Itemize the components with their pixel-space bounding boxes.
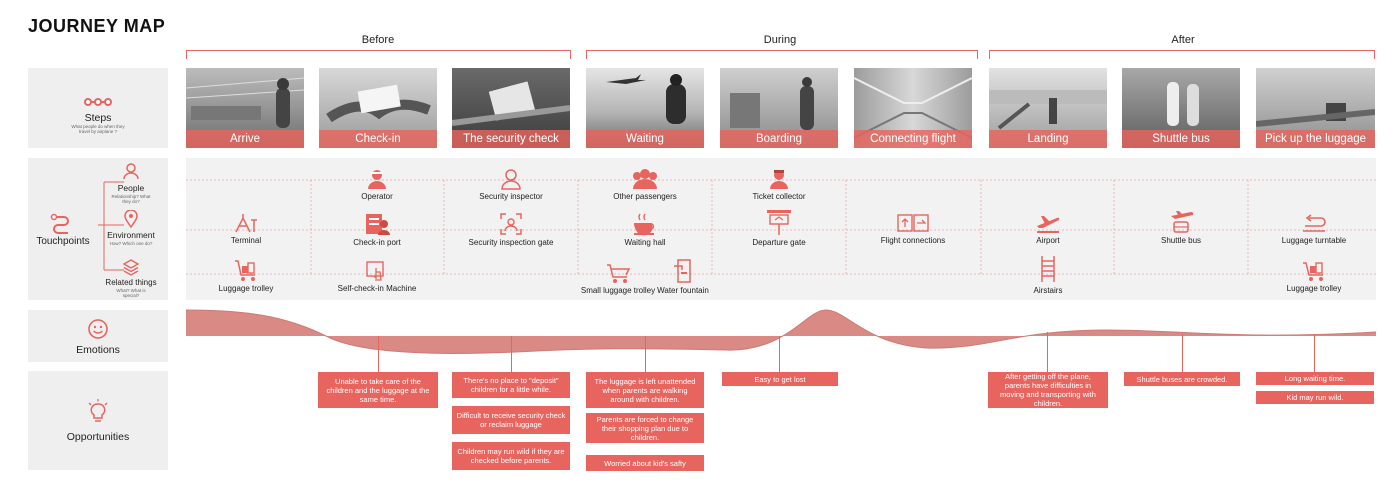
tp-luggage-trolley-2: Luggage trolley — [1254, 260, 1374, 293]
location-pin-icon — [123, 210, 139, 228]
tp-luggage-turntable: Luggage turntable — [1254, 212, 1374, 245]
connector-line — [645, 336, 646, 374]
check-in-port-icon — [364, 212, 390, 236]
step-label-check-in: Check-in — [319, 130, 437, 148]
opportunity-card: There's no place to "deposit" children for a little while. — [452, 372, 570, 398]
step-label-landing: Landing — [989, 130, 1107, 148]
tp-shuttle-bus: Shuttle bus — [1121, 210, 1241, 245]
step-label-pick-up-luggage: Pick up the luggage — [1256, 130, 1375, 148]
opportunity-card: Long waiting time. — [1256, 372, 1374, 385]
step-card-check-in — [319, 68, 437, 148]
opportunity-card: Worried about kid's safty — [586, 455, 704, 471]
trolley-icon — [233, 258, 259, 282]
tp-ticket-collector: Ticket collector — [719, 168, 839, 201]
touchpoints-label: Touchpoints — [36, 236, 90, 247]
people-label: People — [117, 183, 145, 193]
tp-security-gate: Security inspection gate — [451, 212, 571, 247]
group-icon — [630, 168, 660, 190]
trolley-icon — [1301, 260, 1327, 282]
opportunity-card: Shuttle buses are crowded. — [1124, 372, 1240, 386]
phase-before: Before — [361, 34, 395, 46]
environment-label: Environment — [107, 230, 155, 240]
tp-small-luggage-trolley: Small luggage trolley — [558, 262, 678, 295]
connector-line — [511, 336, 512, 374]
connector-line — [1314, 334, 1315, 372]
opportunity-card: Difficult to receive security check or reclaim luggage — [452, 406, 570, 434]
tp-terminal: Terminal — [186, 212, 306, 245]
tp-airport: Airport — [988, 212, 1108, 245]
step-card-arrive — [186, 68, 304, 148]
gate-sign-icon — [766, 208, 792, 236]
tp-security-inspector: Security inspector — [451, 168, 571, 201]
opportunity-card: Easy to get lost — [722, 372, 838, 386]
smiley-icon — [87, 318, 109, 340]
lightbulb-icon — [87, 399, 109, 427]
turntable-icon — [1301, 212, 1327, 234]
bracket-during — [586, 50, 978, 58]
plane-bus-icon — [1167, 210, 1195, 234]
tp-self-check-in-machine: Self-check-in Machine — [317, 260, 437, 293]
step-label-shuttle-bus: Shuttle bus — [1122, 130, 1240, 148]
step-card-waiting — [586, 68, 704, 148]
people-icon — [122, 162, 140, 180]
tp-waiting-hall: Waiting hall — [585, 212, 705, 247]
bracket-before — [186, 50, 571, 58]
step-card-connecting-flight — [854, 68, 972, 148]
touchpoints-panel — [186, 158, 1376, 300]
opportunity-card: The luggage is left unattended when parents are walking around with children. — [586, 372, 704, 408]
opportunity-card: Unable to take care of the children and the luggage at the same time. — [318, 372, 438, 408]
step-label-boarding: Boarding — [720, 130, 838, 148]
row-label-opportunities — [28, 371, 168, 470]
phase-during: During — [763, 34, 797, 46]
connection-sign-icon — [896, 212, 930, 234]
step-label-connecting-flight: Connecting flight — [854, 130, 972, 148]
people-sub: Relationship? What they do? — [111, 194, 151, 204]
page-title: JOURNEY MAP — [28, 16, 166, 36]
row-label-touchpoints — [28, 158, 168, 300]
related-sub: What? What is special? — [116, 288, 146, 298]
emotions-label: Emotions — [76, 344, 120, 356]
environment-sub: How? Which one do? — [109, 241, 153, 246]
step-card-security-check — [452, 68, 570, 148]
opportunity-card: Children may run wild if they are checked before parents. — [452, 442, 570, 470]
bracket-after — [989, 50, 1375, 58]
opportunity-card: Kid may run wild. — [1256, 391, 1374, 404]
connector-line — [1047, 332, 1048, 374]
tp-check-in-port: Check-in port — [317, 212, 437, 247]
row-label-emotions — [28, 310, 168, 362]
security-gate-icon — [499, 212, 523, 236]
collector-icon — [768, 168, 790, 190]
connector-line — [1182, 334, 1183, 372]
step-label-arrive: Arrive — [186, 130, 304, 148]
tp-flight-connections: Flight connections — [853, 212, 973, 245]
tp-operator: Operator — [317, 168, 437, 201]
coffee-cup-icon — [632, 212, 658, 236]
airstairs-icon — [1038, 254, 1058, 284]
tp-water-fountain: Water fountain — [623, 258, 743, 295]
layers-icon — [122, 258, 140, 276]
connector-line — [779, 336, 780, 372]
terminal-icon — [233, 212, 259, 234]
touch-screen-icon — [365, 260, 389, 282]
steps-icon — [84, 96, 112, 108]
step-label-waiting: Waiting — [586, 130, 704, 148]
tp-other-passengers: Other passengers — [585, 168, 705, 201]
tp-airstairs: Airstairs — [988, 254, 1108, 295]
emotion-curve — [186, 308, 1376, 364]
step-card-landing — [989, 68, 1107, 148]
step-card-shuttle-bus — [1122, 68, 1240, 148]
step-label-security-check: The security check — [452, 130, 570, 148]
connector-line — [378, 336, 379, 374]
tp-departure-gate: Departure gate — [719, 208, 839, 247]
opportunities-label: Opportunities — [66, 431, 130, 443]
touchpoints-icon — [50, 212, 72, 234]
phase-after: After — [1171, 34, 1195, 46]
steps-label: Steps — [84, 112, 112, 124]
inspector-icon — [500, 168, 522, 190]
plane-takeoff-icon — [1035, 212, 1061, 234]
related-label: Related things — [105, 278, 157, 287]
tp-luggage-trolley: Luggage trolley — [186, 258, 306, 293]
water-fountain-icon — [672, 258, 694, 284]
operator-icon — [366, 168, 388, 190]
opportunity-card: After getting off the plane, parents have difficulties in moving and transporting with children. — [988, 372, 1108, 408]
row-label-steps — [28, 68, 168, 148]
step-card-boarding — [720, 68, 838, 148]
opportunity-card: Parents are forced to change their shopping plan due to children. — [586, 413, 704, 443]
steps-sub: What people do when they travel by airplane ? — [71, 124, 125, 134]
step-card-pick-up-luggage — [1256, 68, 1375, 148]
